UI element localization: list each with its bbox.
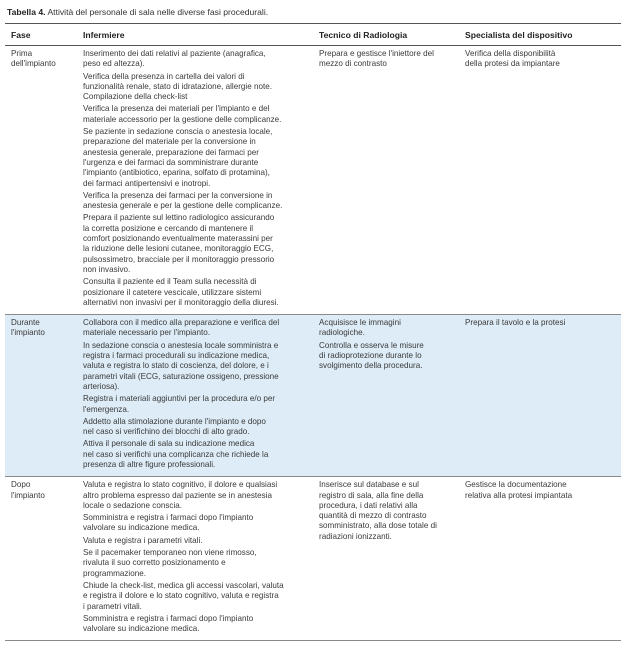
cell-paragraph	[319, 341, 459, 372]
cell-line: Prepara e gestisce l'iniettore del	[319, 49, 434, 58]
cell-line: svolgimento della procedura.	[319, 361, 423, 371]
cell-specialista	[459, 46, 621, 314]
cell-line: registra i farmaci procedurali su indicazione medica,	[83, 351, 270, 361]
cell-infermiere	[77, 477, 313, 640]
cell-line: Durante	[11, 318, 40, 328]
cell-paragraph	[319, 49, 459, 70]
cell-line: Prepara il paziente sul lettino radiologico assicurando	[83, 213, 275, 223]
cell-paragraph	[11, 49, 77, 70]
cell-line: Registra i materiali aggiuntivi per la procedura e/o per	[83, 394, 276, 404]
cell-paragraph	[319, 480, 459, 542]
cell-line: pulsossimetro, bracciale per il monitoraggio pressorio	[83, 254, 275, 264]
cell-line: registro di sala, alla fine della	[319, 490, 424, 500]
cell-paragraph	[83, 49, 313, 70]
cell-line: parametri vitali (ECG, saturazione ossigeno, pressione	[83, 371, 279, 381]
cell-line: l'emergenza.	[83, 404, 130, 414]
cell-line: Inserimento dei dati relativi al paziente (anagrafica,	[83, 49, 266, 58]
table-row	[5, 46, 621, 315]
cell-line: locale o sedazione conscia.	[83, 500, 182, 510]
cell-fase	[5, 46, 77, 314]
table-body	[5, 46, 621, 641]
cell-line: Valuta e registra i parametri vitali.	[83, 535, 203, 545]
cell-line: Verifica la presenza dei materiali per l'impianto e del	[83, 104, 270, 114]
cell-line: Addetto alla stimolazione durante l'impianto e dopo	[83, 416, 266, 426]
cell-line: Dopo	[11, 480, 31, 490]
cell-line: della protesi da impiantare	[465, 59, 560, 69]
cell-line: non invasivo.	[83, 264, 131, 274]
cell-line: valvolare su indicazione medica.	[83, 523, 200, 533]
cell-infermiere	[77, 315, 313, 476]
header-fase: Fase	[11, 29, 31, 40]
cell-line: Somministra e registra i farmaci dopo l'impianto	[83, 613, 254, 623]
cell-line: peso ed altezza).	[83, 59, 145, 69]
cell-line: la corretta posizione e cercando di mantenere il	[83, 223, 254, 233]
cell-line: valuta e registra lo stato di coscienza, del dolore, e i	[83, 361, 269, 371]
cell-paragraph	[465, 480, 621, 501]
header-infermiere: Infermiere	[83, 29, 125, 40]
cell-line: Chiude la check-list, medica gli accessi vascolari, valuta	[83, 580, 284, 590]
cell-paragraph	[11, 480, 77, 501]
cell-paragraph	[83, 213, 313, 275]
cell-line: valvolare su indicazione medica.	[83, 624, 200, 634]
cell-line: In sedazione conscia o anestesia locale somministra e	[83, 340, 279, 350]
cell-paragraph	[83, 614, 313, 635]
cell-line: dei farmaci antipertensivi e inotropi.	[83, 178, 211, 188]
cell-line: Verifica della presenza in cartella dei valori di	[83, 71, 245, 81]
cell-paragraph	[83, 104, 313, 125]
cell-line: Compilazione della check-list	[83, 92, 188, 102]
cell-line: la riduzione delle lesioni cutanee, monitoraggio ECG,	[83, 244, 274, 254]
cell-specialista	[459, 477, 621, 640]
cell-tecnico	[313, 477, 459, 640]
cell-line: Somministra e registra i farmaci dopo l'impianto	[83, 513, 254, 523]
cell-line: Verifica la presenza dei farmaci per la conversione in	[83, 190, 273, 200]
cell-line: anestesia generale e per la gestione delle complicanze.	[83, 201, 283, 211]
cell-line: Se paziente in sedazione conscia o anestesia locale,	[83, 127, 273, 137]
cell-line: comfort posizionando eventualmente materassini per	[83, 234, 273, 244]
cell-paragraph	[83, 318, 313, 339]
cell-infermiere	[77, 46, 313, 314]
table-caption-text: Attività del personale di sala nelle diverse fasi procedurali.	[45, 7, 269, 17]
header-specialista-dispositivo: Specialista del dispositivo	[465, 29, 573, 40]
cell-line: Se il pacemaker temporaneo non viene rimosso,	[83, 548, 257, 558]
cell-line: mezzo di contrasto	[319, 59, 387, 69]
cell-fase	[5, 315, 77, 476]
cell-paragraph	[83, 417, 313, 438]
cell-line: somministrato, alla dose totale di	[319, 521, 437, 531]
cell-specialista	[459, 315, 621, 476]
cell-tecnico	[313, 315, 459, 476]
cell-line: relativa alla protesi impiantata	[465, 490, 573, 500]
table-row	[5, 315, 621, 477]
cell-paragraph	[83, 548, 313, 579]
cell-paragraph	[83, 341, 313, 392]
cell-line: l'impianto (antibiotico, eparina, solfato di protamina),	[83, 168, 270, 178]
table-header-row	[5, 24, 621, 46]
cell-paragraph	[11, 318, 77, 339]
cell-line: procedura, i dati relativi alla	[319, 500, 418, 510]
cell-line: l'impianto	[11, 490, 45, 500]
cell-line: materiale necessario per l'impianto.	[83, 328, 211, 338]
activity-table	[5, 23, 621, 641]
cell-line: Prepara il tavolo e la protesi	[465, 318, 566, 328]
cell-line: Attiva il personale di sala su indicazione medica	[83, 439, 255, 449]
cell-line: e registra il dolore e lo stato cognitivo, valuta e registra	[83, 591, 279, 601]
cell-tecnico	[313, 46, 459, 314]
cell-paragraph	[83, 536, 313, 546]
cell-line: quantità di mezzo di contrasto	[319, 511, 427, 521]
cell-paragraph	[465, 318, 621, 328]
cell-line: funzionalità renale, stato di idratazione, allergie note.	[83, 81, 272, 91]
cell-line: Inserisce sul database e sul	[319, 480, 419, 490]
cell-line: presenza di altre figure professionali.	[83, 459, 216, 469]
cell-paragraph	[83, 72, 313, 103]
cell-paragraph	[83, 394, 313, 415]
cell-line: arteriosa).	[83, 381, 120, 391]
header-tecnico-radiologia: Tecnico di Radiologia	[319, 29, 408, 40]
cell-line: programmazione.	[83, 568, 146, 578]
cell-line: preparazione del materiale per la conversione in	[83, 137, 256, 147]
table-row	[5, 477, 621, 641]
cell-paragraph	[83, 581, 313, 612]
cell-line: Consulta il paziente ed il Team sulla necessità di	[83, 277, 257, 287]
table-caption-label: Tabella 4.	[7, 7, 46, 17]
cell-paragraph	[83, 127, 313, 189]
cell-line: Controlla e osserva le misure	[319, 340, 424, 350]
cell-line: i parametri vitali.	[83, 601, 142, 611]
cell-line: alternativi non invasivi per il monitoraggio della diuresi.	[83, 297, 279, 307]
cell-line: Prima	[11, 49, 33, 58]
cell-paragraph	[465, 49, 621, 70]
cell-line: posizionare il catetere vescicale, utilizzare sistemi	[83, 287, 262, 297]
table-caption	[7, 7, 268, 17]
cell-paragraph	[83, 439, 313, 470]
cell-line: l'impianto	[11, 328, 45, 338]
cell-line: anestesia generale, preparazione dei farmaci per	[83, 147, 259, 157]
cell-line: Collabora con il medico alla preparazione e verifica del	[83, 318, 280, 328]
cell-line: Valuta e registra lo stato cognitivo, il dolore e qualsiasi	[83, 480, 278, 490]
cell-line: di radioprotezione durante lo	[319, 351, 422, 361]
cell-line: radiazioni ionizzanti.	[319, 531, 392, 541]
cell-line: rivaluta il suo corretto posizionamento e	[83, 558, 226, 568]
cell-line: nel caso si verifichino dei blocchi di alto grado.	[83, 427, 250, 437]
cell-paragraph	[83, 191, 313, 212]
cell-line: nel caso si verifichi una complicanza che richiede la	[83, 449, 269, 459]
cell-paragraph	[83, 277, 313, 308]
cell-paragraph	[83, 513, 313, 534]
cell-line: altro problema espresso dal paziente se in anestesia	[83, 490, 272, 500]
cell-fase	[5, 477, 77, 640]
cell-paragraph	[319, 318, 459, 339]
cell-line: l'urgenza e dei farmaci da somministrare durante	[83, 157, 259, 167]
cell-line: materiale accessorio per la gestione delle complicanze.	[83, 114, 282, 124]
cell-line: radiologiche.	[319, 328, 365, 338]
cell-line: Acquisisce le immagini	[319, 318, 401, 328]
cell-line: Verifica della disponibilità	[465, 49, 556, 58]
cell-line: dell'impianto	[11, 59, 56, 69]
cell-line: Gestisce la documentazione	[465, 480, 567, 490]
cell-paragraph	[83, 480, 313, 511]
